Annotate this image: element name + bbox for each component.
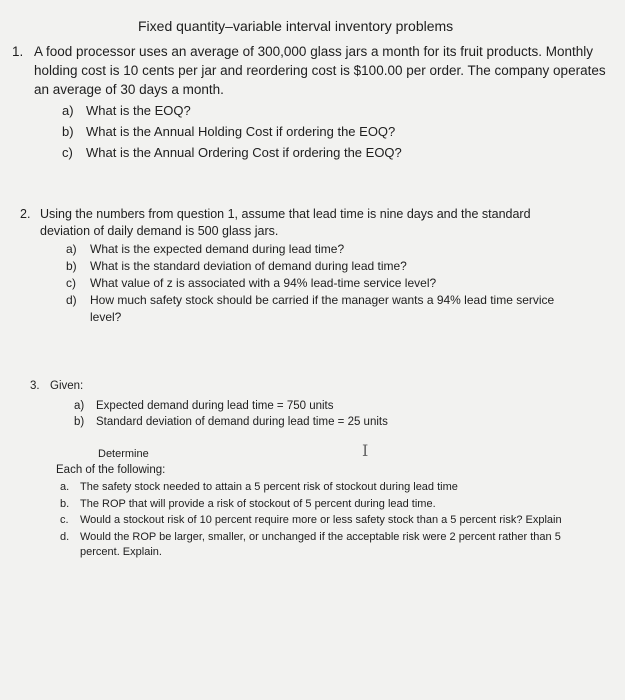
sub-question-marker: c) [66, 276, 76, 290]
sub-question [62, 121, 612, 142]
list-item-text: Would the ROP be larger, smaller, or unchanged if the acceptable risk were 2 percent rather than 5 percent. Explain. [80, 530, 561, 558]
each-label: Each of the following: [56, 464, 166, 476]
sub-question-text: What is the Annual Ordering Cost if ordering the EOQ? [86, 145, 402, 160]
given-marker: a) [74, 400, 85, 412]
sub-question-marker: c) [62, 145, 73, 160]
list-item [60, 530, 580, 561]
sub-question-text: What is the expected demand during lead time? [90, 242, 345, 256]
sub-question-marker: a) [62, 103, 74, 118]
question-1 [12, 42, 612, 163]
given-item [74, 414, 590, 430]
given-item [74, 398, 590, 414]
determine-list [60, 480, 580, 562]
sub-question [66, 258, 580, 275]
sub-question [66, 241, 580, 258]
sub-question [66, 292, 580, 326]
list-item [60, 497, 580, 513]
sub-question-text: What is the Annual Holding Cost if ordering the EOQ? [86, 124, 396, 139]
sub-question-marker: a) [66, 242, 77, 256]
list-item [60, 480, 580, 496]
given-text: Standard deviation of demand during lead time = 25 units [96, 416, 388, 428]
list-item [60, 513, 580, 529]
question-number: 1. [12, 44, 24, 59]
question-number: 2. [20, 207, 31, 221]
page-title: Fixed quantity–variable interval inventory problems [138, 18, 454, 34]
given-list [74, 398, 590, 430]
sub-question-text: What is the EOQ? [86, 103, 191, 118]
question-2 [20, 206, 580, 326]
list-item-marker: a. [60, 481, 70, 493]
list-item-marker: c. [60, 514, 69, 526]
question-text: A food processor uses an average of 300,000 glass jars a month for its fruit products. Monthly holding cost is 10 cents per jar and reordering cost is $100.00 per order. The company operates an average of 30 days a month. [34, 44, 606, 97]
list-item-marker: d. [60, 530, 70, 543]
sub-question-list [62, 100, 612, 163]
list-item-marker: b. [60, 497, 70, 510]
sub-question-marker: b) [62, 124, 74, 139]
list-item-text: The ROP that will provide a risk of stockout of 5 percent during lead time. [80, 497, 436, 510]
list-item-text: The safety stock needed to attain a 5 percent risk of stockout during lead time [80, 481, 458, 493]
sub-question-text: What is the standard deviation of demand during lead time? [90, 259, 407, 273]
given-marker: b) [74, 416, 85, 428]
question-number: 3. [30, 380, 40, 392]
sub-question-text: What value of z is associated with a 94% lead-time service level? [90, 276, 437, 290]
list-item-text: Would a stockout risk of 10 percent require more or less safety stock than a 5 percent risk? Explain [80, 514, 562, 526]
sub-question-marker: b) [66, 259, 77, 273]
question-text: Using the numbers from question 1, assume that lead time is nine days and the standard deviation of daily demand is 500 glass jars. [40, 207, 531, 238]
sub-question-list [66, 241, 580, 326]
sub-question [62, 100, 612, 121]
sub-question-marker: d) [66, 293, 77, 307]
sub-question [62, 142, 612, 163]
question-heading: Given: [50, 380, 84, 392]
sub-question-text: How much safety stock should be carried if the manager wants a 94% lead time service level? [90, 293, 555, 324]
text-cursor-icon: I [362, 441, 369, 460]
sub-question [66, 275, 580, 292]
given-text: Expected demand during lead time = 750 units [96, 400, 334, 412]
determine-label: Determine [98, 448, 149, 460]
question-3 [30, 378, 590, 430]
